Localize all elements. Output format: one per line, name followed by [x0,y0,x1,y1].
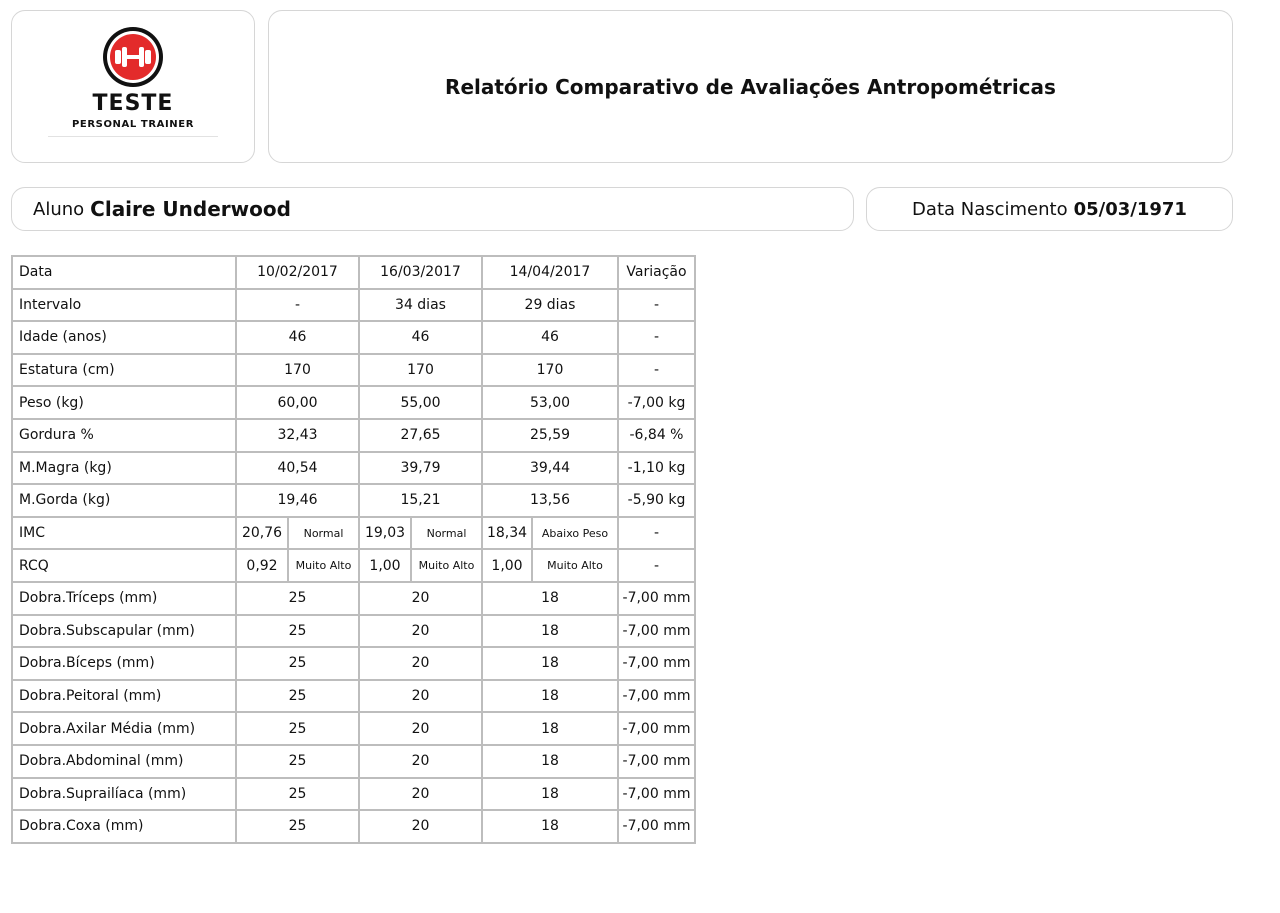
row-label: Dobra.Tríceps (mm) [12,582,236,615]
row-value: 19,46 [236,484,359,517]
row-label: Dobra.Bíceps (mm) [12,647,236,680]
row-value: 20 [359,810,482,843]
table-row [12,354,695,387]
header-variation: Variação [618,256,695,289]
row-variation: -7,00 mm [618,745,695,778]
dumbbell-icon [101,25,165,89]
table-row [12,517,695,550]
table-row [12,289,695,322]
row-value: 25,59 [482,419,618,452]
logo [12,25,254,137]
row-label: Dobra.Abdominal (mm) [12,745,236,778]
row-value: 20 [359,745,482,778]
row-value: 25 [236,680,359,713]
row-value: 13,56 [482,484,618,517]
row-label: M.Magra (kg) [12,452,236,485]
title-card [268,10,1233,163]
table-row [12,549,695,582]
row-value: 32,43 [236,419,359,452]
logo-subtitle: PERSONAL TRAINER [71,119,194,130]
row-classification: Muito Alto [288,549,359,582]
table-row [12,321,695,354]
student-card [11,187,854,231]
row-value: 20 [359,582,482,615]
row-value: 60,00 [236,386,359,419]
row-variation: - [618,354,695,387]
row-variation: -7,00 mm [618,680,695,713]
table-row [12,452,695,485]
row-label: Dobra.Peitoral (mm) [12,680,236,713]
row-value: 20,76 [236,517,288,550]
row-value: 15,21 [359,484,482,517]
row-value: 18 [482,778,618,811]
birth-date: 05/03/1971 [1073,198,1187,220]
row-variation: -6,84 % [618,419,695,452]
row-value: 170 [482,354,618,387]
row-variation: -7,00 mm [618,582,695,615]
row-value: 25 [236,712,359,745]
row-label: IMC [12,517,236,550]
header-date: 16/03/2017 [359,256,482,289]
row-value: 34 dias [359,289,482,322]
birth-label: Data Nascimento [912,198,1068,220]
row-value: 29 dias [482,289,618,322]
row-label: Idade (anos) [12,321,236,354]
row-value: 18 [482,810,618,843]
row-value: 18 [482,615,618,648]
header-date: 14/04/2017 [482,256,618,289]
row-label: Gordura % [12,419,236,452]
row-value: 55,00 [359,386,482,419]
table-row [12,712,695,745]
row-classification: Muito Alto [532,549,618,582]
row-classification: Normal [288,517,359,550]
row-value: 18 [482,680,618,713]
table-row [12,810,695,843]
row-value: 20 [359,712,482,745]
row-label: M.Gorda (kg) [12,484,236,517]
row-value: 46 [236,321,359,354]
table-row [12,680,695,713]
row-label: Dobra.Axilar Média (mm) [12,712,236,745]
header-date: 10/02/2017 [236,256,359,289]
row-variation: -1,10 kg [618,452,695,485]
row-classification: Abaixo Peso [532,517,618,550]
row-value: 25 [236,647,359,680]
row-value: 39,79 [359,452,482,485]
row-variation: -7,00 kg [618,386,695,419]
row-value: 18,34 [482,517,532,550]
row-value: 18 [482,582,618,615]
student-name: Claire Underwood [90,197,291,221]
row-variation: -7,00 mm [618,615,695,648]
row-value: 20 [359,647,482,680]
row-value: 25 [236,810,359,843]
row-label: Dobra.Coxa (mm) [12,810,236,843]
table-row [12,386,695,419]
row-value: 19,03 [359,517,411,550]
row-value: 25 [236,745,359,778]
row-variation: -5,90 kg [618,484,695,517]
row-value: 40,54 [236,452,359,485]
row-value: 46 [482,321,618,354]
row-value: 20 [359,615,482,648]
row-value: 53,00 [482,386,618,419]
row-variation: -7,00 mm [618,778,695,811]
row-label: Estatura (cm) [12,354,236,387]
row-value: - [236,289,359,322]
row-variation: - [618,517,695,550]
table-row [12,778,695,811]
row-value: 170 [236,354,359,387]
evaluation-table [11,255,696,844]
row-label: Intervalo [12,289,236,322]
row-value: 25 [236,582,359,615]
row-value: 20 [359,680,482,713]
logo-card [11,10,255,163]
row-variation: -7,00 mm [618,810,695,843]
table-row [12,745,695,778]
row-variation: -7,00 mm [618,647,695,680]
student-label: Aluno [33,198,85,220]
row-value: 20 [359,778,482,811]
row-value: 0,92 [236,549,288,582]
table-header-row [12,256,695,289]
row-value: 25 [236,778,359,811]
header-label: Data [12,256,236,289]
row-value: 170 [359,354,482,387]
row-value: 46 [359,321,482,354]
row-variation: - [618,321,695,354]
birth-card [866,187,1233,231]
row-label: Dobra.Subscapular (mm) [12,615,236,648]
row-classification: Normal [411,517,482,550]
row-label: Peso (kg) [12,386,236,419]
row-value: 18 [482,745,618,778]
row-value: 18 [482,647,618,680]
table-row [12,484,695,517]
row-variation: - [618,549,695,582]
row-label: RCQ [12,549,236,582]
table-row [12,615,695,648]
row-value: 1,00 [359,549,411,582]
report-title: Relatório Comparativo de Avaliações Antropométricas [445,74,1056,99]
logo-divider [48,136,218,137]
row-value: 27,65 [359,419,482,452]
row-variation: - [618,289,695,322]
logo-name: TESTE [92,91,174,116]
row-value: 1,00 [482,549,532,582]
table-row [12,419,695,452]
row-variation: -7,00 mm [618,712,695,745]
table-row [12,582,695,615]
table-row [12,647,695,680]
row-value: 39,44 [482,452,618,485]
row-value: 25 [236,615,359,648]
row-label: Dobra.Suprailíaca (mm) [12,778,236,811]
row-classification: Muito Alto [411,549,482,582]
row-value: 18 [482,712,618,745]
